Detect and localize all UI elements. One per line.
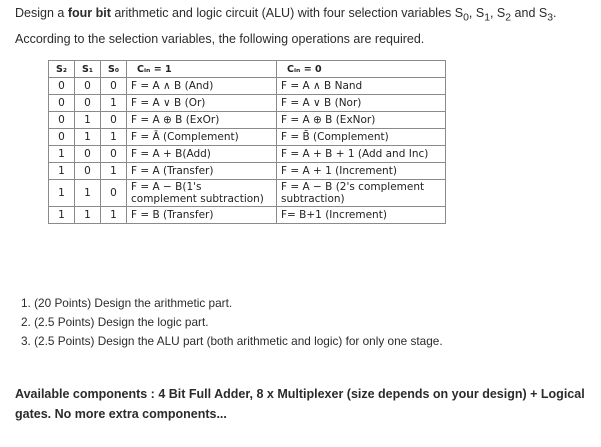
sub-s0: 0: [463, 12, 469, 24]
cell-s1: 1: [75, 112, 101, 129]
cell-s2: 0: [49, 129, 75, 146]
header-cin-1: Cᵢₙ = 1: [127, 61, 277, 78]
table-header-row: [49, 61, 446, 78]
cell-s2: 1: [49, 207, 75, 224]
cell-s0: 0: [101, 78, 127, 95]
cell-s2: 1: [49, 163, 75, 180]
cell-s1: 1: [75, 180, 101, 207]
cell-cin1: F = A (Transfer): [127, 163, 277, 180]
intro-line-2: According to the selection variables, the following operations are required.: [15, 31, 425, 46]
cell-cin1: F = A ∧ B (And): [127, 78, 277, 95]
cell-s0: 0: [101, 112, 127, 129]
cell-cin1: F = A ∨ B (Or): [127, 95, 277, 112]
table-row: [49, 146, 446, 163]
intro-line-1: [15, 3, 595, 29]
cell-cin0: F = A ∧ B Nand: [277, 78, 446, 95]
cell-s2: 0: [49, 78, 75, 95]
cell-s1: 0: [75, 78, 101, 95]
cell-s1: 1: [75, 207, 101, 224]
header-s0: S₀: [101, 61, 127, 78]
cell-cin1: F = B (Transfer): [127, 207, 277, 224]
question-list: [21, 294, 443, 351]
cell-cin0: [277, 180, 446, 207]
sub-s1: 1: [484, 12, 490, 24]
cell-cin0: F= B+1 (Increment): [277, 207, 446, 224]
cell-s0: 0: [101, 146, 127, 163]
table-row: [49, 180, 446, 207]
cell-s0: 1: [101, 129, 127, 146]
intro-bold: four bit: [67, 6, 111, 20]
cell-cin0-line1: F = A − B (2's complement: [281, 181, 425, 193]
cell-cin1-line2: complement subtraction): [131, 193, 264, 205]
cell-s0: 1: [101, 95, 127, 112]
intro-s3: and S: [511, 6, 548, 20]
table-row: [49, 95, 446, 112]
cell-s1: 0: [75, 146, 101, 163]
cell-s0: 1: [101, 163, 127, 180]
question-item: 1. (20 Points) Design the arithmetic part.: [21, 296, 233, 310]
cell-s2: 1: [49, 180, 75, 207]
cell-cin1: F = A ⊕ B (ExOr): [127, 112, 277, 129]
problem-intro: [15, 3, 595, 49]
question-item: 3. (2.5 Points) Design the ALU part (both arithmetic and logic) for only one stage.: [21, 334, 443, 348]
available-components: Available components : 4 Bit Full Adder, 8 x Multiplexer (size depends on your design) + Logical gates. No more extra components...: [15, 387, 585, 421]
sub-s3: 3: [547, 12, 554, 24]
cell-s0: 0: [101, 180, 127, 207]
intro-end: .: [553, 6, 557, 20]
cell-cin0: F = B̄ (Complement): [277, 129, 446, 146]
operation-table-wrapper: [48, 60, 446, 224]
cell-cin1: [127, 180, 277, 207]
header-cin-0: Cᵢₙ = 0: [277, 61, 446, 78]
intro-text: Design a: [15, 6, 68, 20]
intro-text-2: arithmetic and logic circuit (ALU) with four selection variables S: [110, 6, 464, 20]
table-row: [49, 78, 446, 95]
question-item: 2. (2.5 Points) Design the logic part.: [21, 315, 209, 329]
cell-s2: 1: [49, 146, 75, 163]
cell-s1: 0: [75, 163, 101, 180]
cell-cin0-line2: subtraction): [281, 193, 345, 205]
cell-cin1: F = A + B(Add): [127, 146, 277, 163]
cell-s0: 1: [101, 207, 127, 224]
cell-cin0: F = A + B + 1 (Add and Inc): [277, 146, 446, 163]
intro-s1: , S: [468, 6, 485, 20]
cell-cin1: F = Ā (Complement): [127, 129, 277, 146]
cell-s1: 0: [75, 95, 101, 112]
table-row: [49, 163, 446, 180]
cell-cin0: F = A ∨ B (Nor): [277, 95, 446, 112]
table-row: [49, 112, 446, 129]
cell-s1: 1: [75, 129, 101, 146]
cell-s2: 0: [49, 95, 75, 112]
cell-cin0: F = A ⊕ B (ExNor): [277, 112, 446, 129]
table-row: [49, 207, 446, 224]
cell-cin1-line1: F = A − B(1's: [131, 181, 202, 193]
intro-s2: , S: [489, 6, 506, 20]
header-s1: S₁: [75, 61, 101, 78]
header-s2: S₂: [49, 61, 75, 78]
cell-s2: 0: [49, 112, 75, 129]
table-row: [49, 129, 446, 146]
operation-table: [48, 60, 446, 224]
cell-cin0: F = A + 1 (Increment): [277, 163, 446, 180]
sub-s2: 2: [505, 12, 512, 24]
